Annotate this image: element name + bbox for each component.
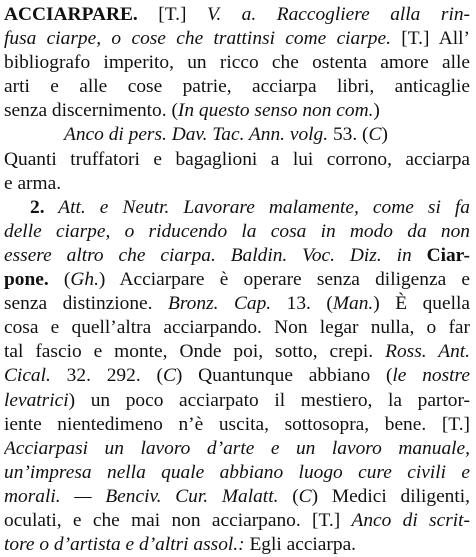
text-line [4, 509, 470, 533]
text-line [4, 533, 470, 557]
text-line [4, 123, 470, 147]
text-run: levatrici [4, 389, 69, 411]
text-run: C [298, 485, 312, 507]
text-run: Man. [332, 293, 374, 315]
text-run: ) È quella [373, 293, 470, 315]
text-run: essere altro che ciarpa. Baldin. Voc. Diz. in [4, 244, 412, 266]
text-line [4, 51, 470, 75]
text-run: bibliografo imperito, un ricco che ostenta amore alle [4, 52, 470, 74]
text-line [4, 244, 470, 268]
text-run: Bronz. Cap. [168, 293, 272, 315]
text-line [4, 3, 470, 27]
text-run: ) [381, 124, 388, 146]
text-line [4, 340, 470, 364]
text-line [4, 364, 470, 388]
sub-entry-anco-di-pers [4, 123, 470, 195]
entry-acciarpare [4, 3, 470, 123]
text-run: tore o d’artista e d’altri assol.: [4, 534, 245, 556]
text-line [4, 389, 470, 413]
text-run: senza discernimento. ( [4, 100, 178, 122]
text-line [4, 461, 470, 485]
text-line [4, 172, 470, 196]
text-run: 32. 292. ( [50, 365, 163, 387]
text-line [4, 485, 470, 509]
text-run: 53. ( [328, 124, 369, 146]
text-run: 13. ( [271, 293, 333, 315]
text-run: ) Quantunque abbiano ( [175, 365, 393, 387]
text-run: Anco di pers. Dav. Tac. Ann. volg. [64, 124, 329, 146]
text-run: [T.] All’ [390, 28, 470, 50]
text-run: Cical. [4, 365, 51, 387]
text-line [4, 292, 470, 316]
text-run: pone. [4, 269, 49, 291]
text-run: iente nientedimeno n’è uscita, sottosopra, bene. [T.] [4, 413, 470, 435]
text-run: cosa e quell’altra acciarpando. Non legar nulla, o far [4, 317, 470, 339]
text-line [4, 75, 470, 99]
text-run: [T.] [137, 4, 207, 25]
text-run: Ciar- [411, 244, 470, 266]
text-line [4, 99, 470, 123]
text-run: senza distinzione. [4, 293, 169, 315]
text-run: C [162, 365, 176, 387]
headword: ACCIARPARE. [4, 4, 138, 25]
text-run: ( [278, 485, 299, 507]
text-run: C [368, 124, 382, 146]
text-line [4, 268, 470, 292]
text-run: Att. e Neutr. Lavorare malamente, come si fa [44, 196, 470, 218]
text-run: ( [48, 269, 71, 291]
text-run: Quanti truffatori e bagaglioni a lui corrono, acciarpa [4, 148, 470, 170]
text-run: arti e alle cose patrie, acciarpa libri, anticaglie [4, 76, 470, 98]
text-run: Egli acciarpa. [244, 534, 357, 556]
text-run: tal fascio e monte, Onde poi, sotto, crepi. [4, 341, 386, 363]
sense-2 [4, 196, 470, 557]
text-run: Gh. [70, 269, 99, 291]
text-line [4, 196, 470, 220]
text-run: ) un poco acciarpato il mestiero, la partor- [68, 389, 470, 411]
text-line [4, 27, 470, 51]
text-run: Ross. Ant. [385, 341, 470, 363]
text-run: morali. — Benciv. Cur. Malatt. [4, 485, 279, 507]
text-line [4, 316, 470, 340]
text-run: un’impresa nella quale abbiano luogo cure civili e [4, 461, 470, 483]
text-run: le nostre [392, 365, 470, 387]
text-run: ) [373, 100, 380, 122]
text-line [4, 148, 470, 172]
sense-number: 2. [30, 196, 45, 218]
text-run: e arma. [4, 172, 62, 194]
text-run: ) Medici diligenti, [311, 485, 470, 507]
text-run: oculati, e che mai non acciarpano. [T.] [4, 509, 352, 531]
text-line [4, 220, 470, 244]
text-run: fusa ciarpe, o cose che trattinsi come ciarpe. [4, 28, 391, 50]
text-line [4, 437, 470, 461]
text-run: ) Acciarpare è operare senza diligenza e [98, 269, 470, 291]
text-run: V. a. Raccogliere alla rin- [206, 4, 470, 25]
text-run: In questo senso non com. [177, 100, 374, 122]
text-run: delle ciarpe, o riducendo la cosa in modo da non [4, 220, 470, 242]
text-run: Anco di scrit- [351, 509, 470, 531]
text-run: Acciarpasi un lavoro d’arte e un lavoro manuale, [4, 437, 470, 459]
text-line [4, 413, 470, 437]
